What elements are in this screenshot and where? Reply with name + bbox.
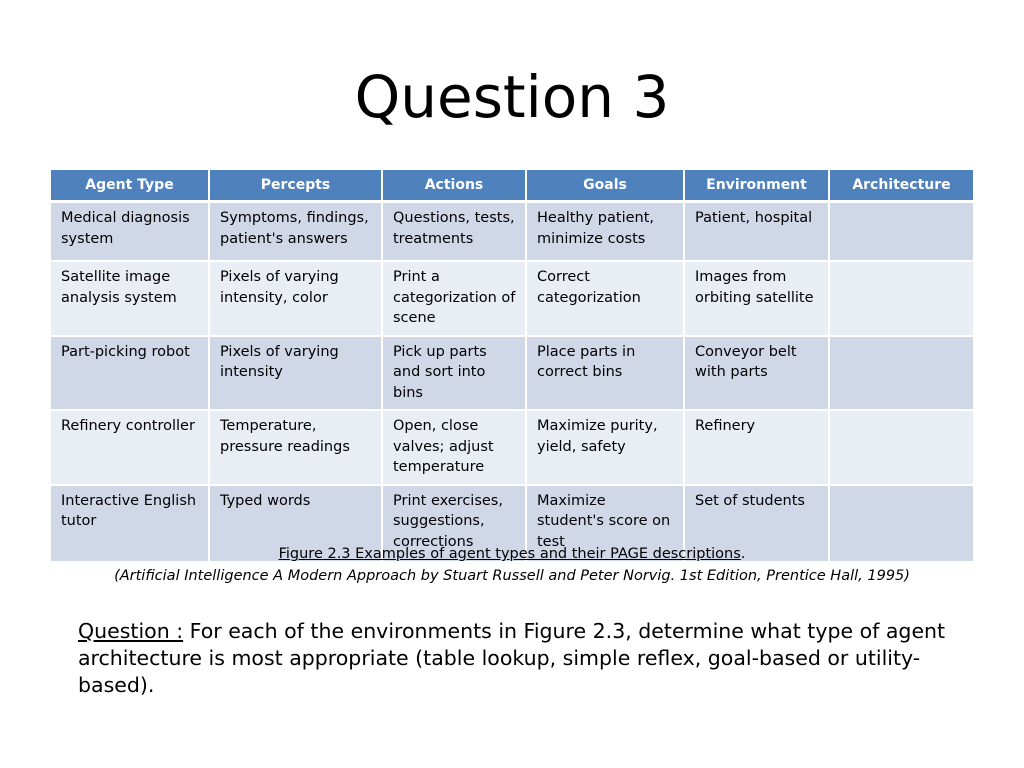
header-architecture: Architecture xyxy=(829,170,973,202)
question-label: Question : xyxy=(78,619,184,643)
figure-caption xyxy=(0,546,1024,562)
table-cell: Images from orbiting satellite xyxy=(684,261,829,336)
table-cell: Maximize purity, yield, safety xyxy=(526,410,684,485)
table-header-row xyxy=(51,170,973,202)
table-cell: Medical diagnosis system xyxy=(51,202,209,262)
table-row xyxy=(51,202,973,262)
table-cell: Refinery controller xyxy=(51,410,209,485)
table-cell: Place parts in correct bins xyxy=(526,336,684,411)
table-cell: Conveyor belt with parts xyxy=(684,336,829,411)
table-cell-architecture xyxy=(829,410,973,485)
header-actions: Actions xyxy=(382,170,526,202)
table-row xyxy=(51,410,973,485)
table-cell: Set of students xyxy=(684,485,829,562)
table-cell: Part-picking robot xyxy=(51,336,209,411)
header-percepts: Percepts xyxy=(209,170,382,202)
header-agent-type: Agent Type xyxy=(51,170,209,202)
header-environment: Environment xyxy=(684,170,829,202)
table-cell: Maximize student's score on test xyxy=(526,485,684,562)
table-cell: Healthy patient, minimize costs xyxy=(526,202,684,262)
figure-caption-text: Figure 2.3 Examples of agent types and their PAGE descriptions xyxy=(278,546,741,562)
table-cell: Interactive English tutor xyxy=(51,485,209,562)
header-goals: Goals xyxy=(526,170,684,202)
table-cell: Print a categorization of scene xyxy=(382,261,526,336)
table-cell: Correct categorization xyxy=(526,261,684,336)
question-body: For each of the environments in Figure 2.3, determine what type of agent architecture is most appropriate (table lookup, simple reflex, goal-based or utility-based). xyxy=(78,619,946,697)
table-row xyxy=(51,336,973,411)
table-cell: Pick up parts and sort into bins xyxy=(382,336,526,411)
table-cell-architecture xyxy=(829,261,973,336)
table-cell: Typed words xyxy=(209,485,382,562)
table-cell: Patient, hospital xyxy=(684,202,829,262)
table-cell: Open, close valves; adjust temperature xyxy=(382,410,526,485)
agent-types-table xyxy=(51,170,973,563)
table-cell: Symptoms, findings, patient's answers xyxy=(209,202,382,262)
table-cell: Refinery xyxy=(684,410,829,485)
table-cell: Pixels of varying intensity, color xyxy=(209,261,382,336)
table-cell: Questions, tests, treatments xyxy=(382,202,526,262)
table-cell: Print exercises, suggestions, corrections xyxy=(382,485,526,562)
question-text-block xyxy=(78,618,958,699)
table-cell: Pixels of varying intensity xyxy=(209,336,382,411)
table-cell: Satellite image analysis system xyxy=(51,261,209,336)
table-cell-architecture xyxy=(829,202,973,262)
figure-source: (Artificial Intelligence A Modern Approach by Stuart Russell and Peter Norvig. 1st Edition, Prentice Hall, 1995) xyxy=(114,568,910,584)
slide-title: Question 3 xyxy=(354,63,670,131)
figure-caption-period: . xyxy=(740,546,746,562)
table-cell-architecture xyxy=(829,336,973,411)
table-cell: Temperature, pressure readings xyxy=(209,410,382,485)
table-row xyxy=(51,261,973,336)
